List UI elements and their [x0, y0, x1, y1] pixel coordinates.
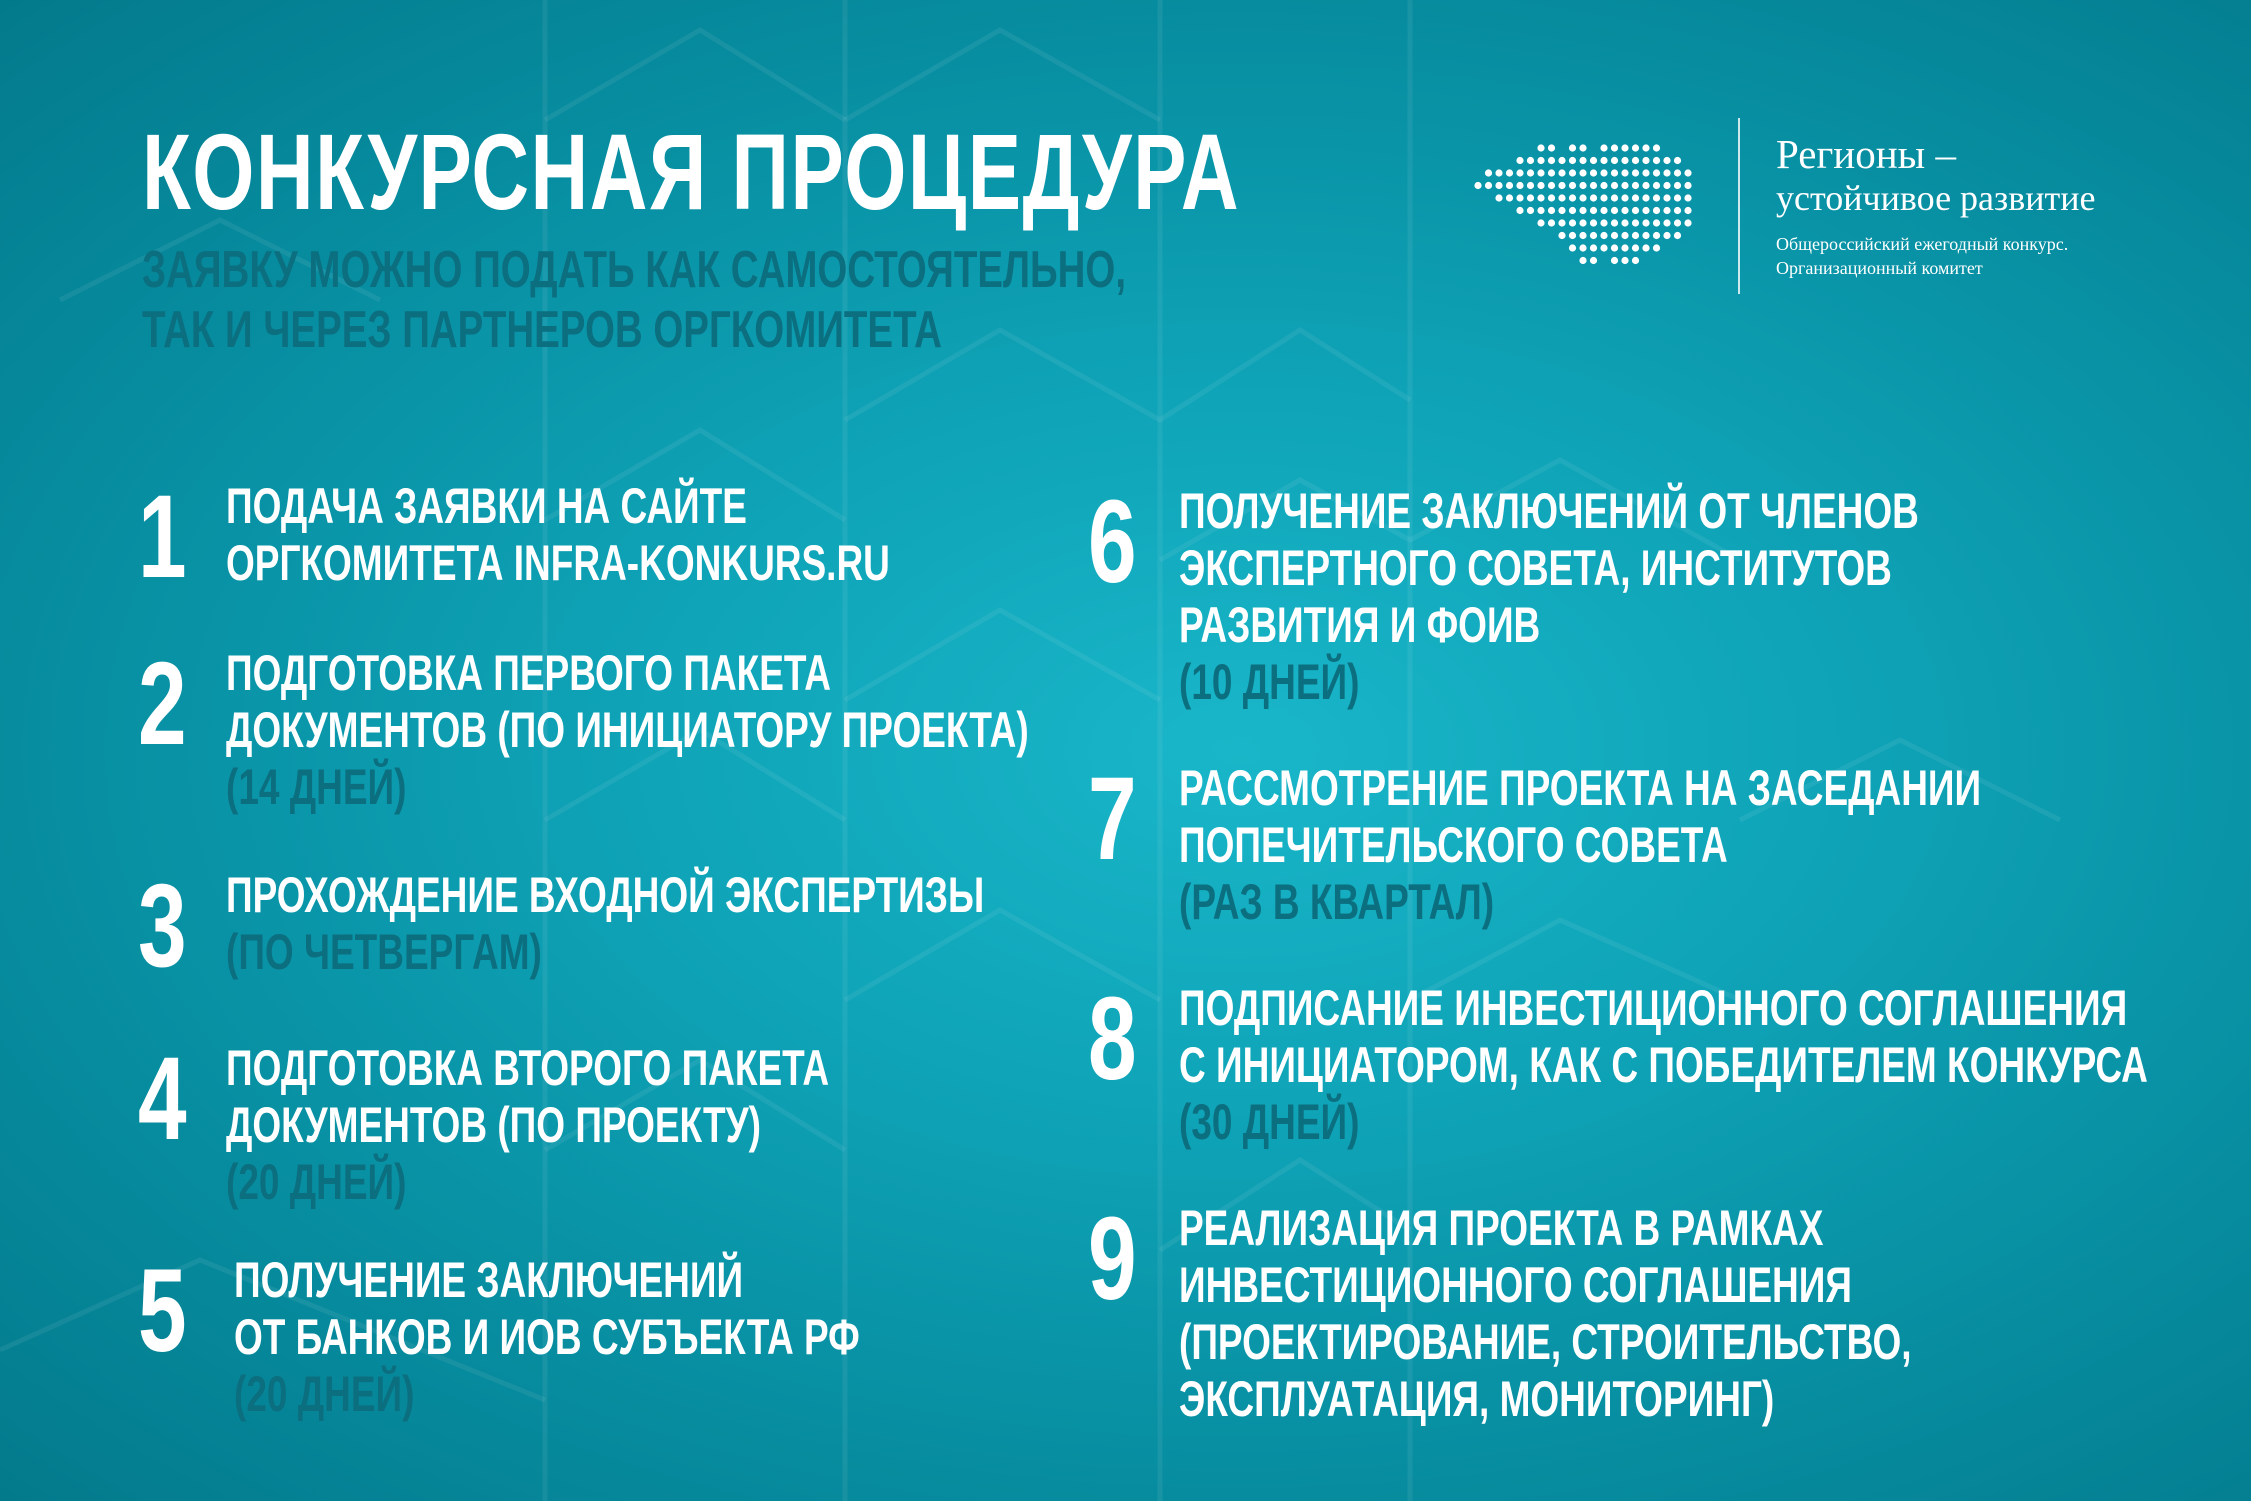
step-line: ИНВЕСТИЦИОННОГО СОГЛАШЕНИЯ: [1179, 1257, 1852, 1313]
step-text: [226, 867, 984, 981]
logo-dot: [1632, 232, 1639, 239]
step-text: [234, 1252, 860, 1423]
step-line: ОРГКОМИТЕТА INFRA-KONKURS.RU: [226, 535, 890, 591]
logo-dot: [1621, 232, 1628, 239]
logo-dot: [1632, 144, 1639, 151]
logo-dot: [1621, 157, 1628, 164]
step-line: С ИНИЦИАТОРОМ, КАК С ПОБЕДИТЕЛЕМ КОНКУРСА: [1179, 1037, 2148, 1093]
logo-dot: [1569, 157, 1576, 164]
logo-dot: [1642, 144, 1649, 151]
logo-dot: [1621, 144, 1628, 151]
step-line: ДОКУМЕНТОВ (ПО ИНИЦИАТОРУ ПРОЕКТА): [226, 702, 1029, 758]
logo-dot: [1569, 207, 1576, 214]
logo-dot: [1558, 157, 1565, 164]
logo-dot: [1579, 257, 1586, 264]
step-line: ПОДГОТОВКА ВТОРОГО ПАКЕТА: [226, 1040, 830, 1096]
logo-dot: [1674, 207, 1681, 214]
logo-dot: [1674, 219, 1681, 226]
logo-dot: [1642, 232, 1649, 239]
logo-dot: [1516, 194, 1523, 201]
step-line: ОТ БАНКОВ И ИОВ СУБЪЕКТА РФ: [234, 1309, 860, 1365]
step-line: ЭКСПЕРТНОГО СОВЕТА, ИНСТИТУТОВ: [1179, 540, 1892, 596]
logo-dot: [1569, 219, 1576, 226]
logo-dot: [1537, 169, 1544, 176]
logo-dot: [1674, 182, 1681, 189]
logo-dot: [1590, 157, 1597, 164]
logo-dot: [1579, 157, 1586, 164]
step-text: [226, 645, 1029, 816]
logo-dot: [1642, 244, 1649, 251]
logo-dot: [1632, 219, 1639, 226]
logo-dot: [1642, 169, 1649, 176]
logo-dot: [1579, 219, 1586, 226]
logo-dot: [1600, 207, 1607, 214]
logo-dot: [1569, 144, 1576, 151]
page-title: КОНКУРСНАЯ ПРОЦЕДУРА: [142, 111, 1241, 232]
logo-dot: [1558, 207, 1565, 214]
logo-dot: [1663, 194, 1670, 201]
step-duration: (ПО ЧЕТВЕРГАМ): [226, 924, 542, 980]
logo-dot: [1632, 169, 1639, 176]
page-subtitle: [142, 240, 1126, 360]
logo-dot: [1495, 182, 1502, 189]
logo-dot: [1653, 207, 1660, 214]
logo-dot: [1600, 169, 1607, 176]
step-line: ЭКСПЛУАТАЦИЯ, МОНИТОРИНГ): [1179, 1371, 1775, 1427]
logo-dot: [1632, 207, 1639, 214]
logo-dot: [1548, 169, 1555, 176]
logo-dot: [1663, 207, 1670, 214]
step-number: 1: [138, 471, 187, 603]
logo-dot: [1590, 257, 1597, 264]
logo-dot: [1569, 169, 1576, 176]
step-text: [1179, 1200, 1912, 1428]
logo-dot: [1611, 144, 1618, 151]
step-duration: (10 ДНЕЙ): [1179, 654, 1360, 710]
logo-dot: [1684, 207, 1691, 214]
logo-dot: [1590, 194, 1597, 201]
step-duration: (14 ДНЕЙ): [226, 759, 407, 815]
step-line: ПОПЕЧИТЕЛЬСКОГО СОВЕТА: [1179, 817, 1728, 873]
logo-dot: [1579, 169, 1586, 176]
logo-dot: [1579, 244, 1586, 251]
step-number: 6: [1088, 476, 1137, 608]
logo-dot: [1527, 194, 1534, 201]
logo-dot: [1611, 169, 1618, 176]
logo-dot: [1516, 157, 1523, 164]
logo-dot: [1600, 219, 1607, 226]
logo-dot: [1548, 194, 1555, 201]
logo-dot: [1684, 194, 1691, 201]
logo-dot: [1485, 182, 1492, 189]
logo-dot: [1611, 157, 1618, 164]
step-text: [1179, 760, 1981, 931]
logo-dot: [1558, 219, 1565, 226]
logo-dot: [1653, 144, 1660, 151]
logo-dot: [1506, 182, 1513, 189]
subtitle-line: ТАК И ЧЕРЕЗ ПАРТНЕРОВ ОРГКОМИТЕТА: [142, 301, 942, 359]
logo-dot: [1537, 182, 1544, 189]
logo-dot: [1558, 182, 1565, 189]
logo-dot: [1674, 157, 1681, 164]
logo-dot: [1663, 219, 1670, 226]
logo-dot: [1495, 169, 1502, 176]
logo-dot: [1642, 194, 1649, 201]
step-text: [1179, 980, 2148, 1151]
subtitle-line: ЗАЯВКУ МОЖНО ПОДАТЬ КАК САМОСТОЯТЕЛЬНО,: [142, 241, 1127, 299]
logo-dot: [1621, 207, 1628, 214]
logo-dot: [1537, 144, 1544, 151]
logo-dot: [1548, 144, 1555, 151]
logo-dot: [1590, 232, 1597, 239]
logo-dot: [1632, 157, 1639, 164]
logo-dot: [1537, 207, 1544, 214]
logo-dot: [1516, 182, 1523, 189]
logo-divider: [1738, 118, 1740, 294]
logo-caption-line1: Общероссийский ежегодный конкурс.: [1776, 234, 2069, 254]
logo-dot: [1590, 244, 1597, 251]
logo-dot: [1579, 194, 1586, 201]
step-line: (ПРОЕКТИРОВАНИЕ, СТРОИТЕЛЬСТВО,: [1179, 1314, 1912, 1370]
logo-dot: [1506, 169, 1513, 176]
step-text: [226, 1040, 829, 1211]
logo-dot: [1663, 182, 1670, 189]
step-line: ПОЛУЧЕНИЕ ЗАКЛЮЧЕНИЙ ОТ ЧЛЕНОВ: [1179, 483, 1919, 539]
logo-dot: [1621, 257, 1628, 264]
logo-dot: [1548, 207, 1555, 214]
logo-dot: [1653, 232, 1660, 239]
step-number: 9: [1088, 1193, 1137, 1325]
step-duration: (30 ДНЕЙ): [1179, 1094, 1360, 1150]
logo-dot: [1600, 157, 1607, 164]
logo-title-line1: Регионы –: [1776, 131, 1956, 177]
logo-dot: [1611, 207, 1618, 214]
logo-caption-line2: Организационный комитет: [1776, 258, 1983, 278]
logo-dot: [1590, 169, 1597, 176]
logo-dot: [1653, 157, 1660, 164]
logo-dot: [1527, 157, 1534, 164]
logo-dot: [1485, 169, 1492, 176]
logo-dot: [1558, 194, 1565, 201]
logo-dot: [1663, 169, 1670, 176]
step-line: ПРОХОЖДЕНИЕ ВХОДНОЙ ЭКСПЕРТИЗЫ: [226, 867, 985, 923]
logo-dot: [1569, 194, 1576, 201]
logo-dot: [1558, 232, 1565, 239]
logo-dot: [1600, 232, 1607, 239]
logo-dot: [1600, 144, 1607, 151]
step-number: 3: [138, 860, 187, 992]
logo-dot: [1642, 219, 1649, 226]
logo-dot: [1642, 207, 1649, 214]
step-number: 4: [138, 1033, 187, 1165]
step-text: [226, 478, 890, 592]
logo-dot: [1537, 157, 1544, 164]
step-line: ДОКУМЕНТОВ (ПО ПРОЕКТУ): [226, 1097, 762, 1153]
step-line: РАЗВИТИЯ И ФОИВ: [1179, 597, 1541, 653]
logo-dot: [1537, 219, 1544, 226]
logo-dot: [1569, 244, 1576, 251]
logo-dot: [1653, 244, 1660, 251]
logo-dot: [1579, 207, 1586, 214]
step-line: ПОДПИСАНИЕ ИНВЕСТИЦИОННОГО СОГЛАШЕНИЯ: [1179, 980, 2128, 1036]
logo-dot: [1516, 169, 1523, 176]
logo-dot: [1621, 219, 1628, 226]
logo-dot: [1495, 194, 1502, 201]
logo-dot: [1674, 169, 1681, 176]
logo-dot: [1653, 182, 1660, 189]
logo-dot: [1506, 194, 1513, 201]
logo-title-line2: устойчивое развитие: [1776, 178, 2096, 218]
logo-dot: [1558, 169, 1565, 176]
step-line: ПОЛУЧЕНИЕ ЗАКЛЮЧЕНИЙ: [234, 1252, 744, 1308]
russia-map-dots-icon: [1470, 140, 1700, 270]
logo-dot: [1663, 157, 1670, 164]
logo-dot: [1600, 244, 1607, 251]
logo-dot: [1527, 169, 1534, 176]
logo-dot: [1611, 257, 1618, 264]
logo-dot: [1621, 244, 1628, 251]
logo-dot: [1579, 182, 1586, 189]
logo-dot: [1621, 169, 1628, 176]
logo-dot: [1590, 182, 1597, 189]
logo-dot: [1632, 182, 1639, 189]
logo-dot: [1611, 194, 1618, 201]
logo-dot: [1579, 144, 1586, 151]
step-line: РАССМОТРЕНИЕ ПРОЕКТА НА ЗАСЕДАНИИ: [1179, 760, 1982, 816]
logo-dot: [1516, 207, 1523, 214]
step-text: [1179, 483, 1919, 711]
logo-dot: [1632, 194, 1639, 201]
logo-dot: [1611, 232, 1618, 239]
logo-dot: [1548, 157, 1555, 164]
step-line: ПОДГОТОВКА ПЕРВОГО ПАКЕТА: [226, 645, 831, 701]
logo-dot: [1653, 169, 1660, 176]
step-number: 5: [138, 1245, 187, 1377]
logo-dot: [1590, 207, 1597, 214]
step-duration: (20 ДНЕЙ): [226, 1154, 407, 1210]
logo-dot: [1611, 182, 1618, 189]
logo-dot: [1590, 219, 1597, 226]
logo-dot: [1611, 244, 1618, 251]
step-number: 2: [138, 638, 187, 770]
logo-dot: [1537, 194, 1544, 201]
logo-dot: [1621, 182, 1628, 189]
step-number: 7: [1088, 753, 1137, 885]
logo-dot: [1548, 182, 1555, 189]
logo-dot: [1663, 232, 1670, 239]
logo-dot: [1684, 182, 1691, 189]
logo-dot: [1642, 182, 1649, 189]
logo-dot: [1579, 232, 1586, 239]
logo-dot: [1653, 194, 1660, 201]
logo-dot: [1642, 157, 1649, 164]
logo-dot: [1569, 182, 1576, 189]
logo-dot: [1527, 207, 1534, 214]
logo-dot: [1684, 169, 1691, 176]
logo-dot: [1632, 257, 1639, 264]
logo-dot: [1674, 232, 1681, 239]
logo-dot: [1674, 194, 1681, 201]
logo-dot: [1621, 194, 1628, 201]
logo-dot: [1527, 182, 1534, 189]
logo-dot: [1684, 219, 1691, 226]
step-number: 8: [1088, 973, 1137, 1105]
logo-dot: [1632, 244, 1639, 251]
logo-dot: [1611, 219, 1618, 226]
step-duration: (РАЗ В КВАРТАЛ): [1179, 874, 1495, 930]
step-line: РЕАЛИЗАЦИЯ ПРОЕКТА В РАМКАХ: [1179, 1200, 1824, 1256]
logo-dot: [1569, 232, 1576, 239]
step-line: ПОДАЧА ЗАЯВКИ НА САЙТЕ: [226, 478, 747, 534]
logo-dot: [1600, 182, 1607, 189]
logo-dot: [1474, 182, 1481, 189]
logo-dot: [1653, 219, 1660, 226]
step-duration: (20 ДНЕЙ): [234, 1366, 415, 1422]
logo-dot: [1600, 194, 1607, 201]
logo-dot: [1548, 219, 1555, 226]
